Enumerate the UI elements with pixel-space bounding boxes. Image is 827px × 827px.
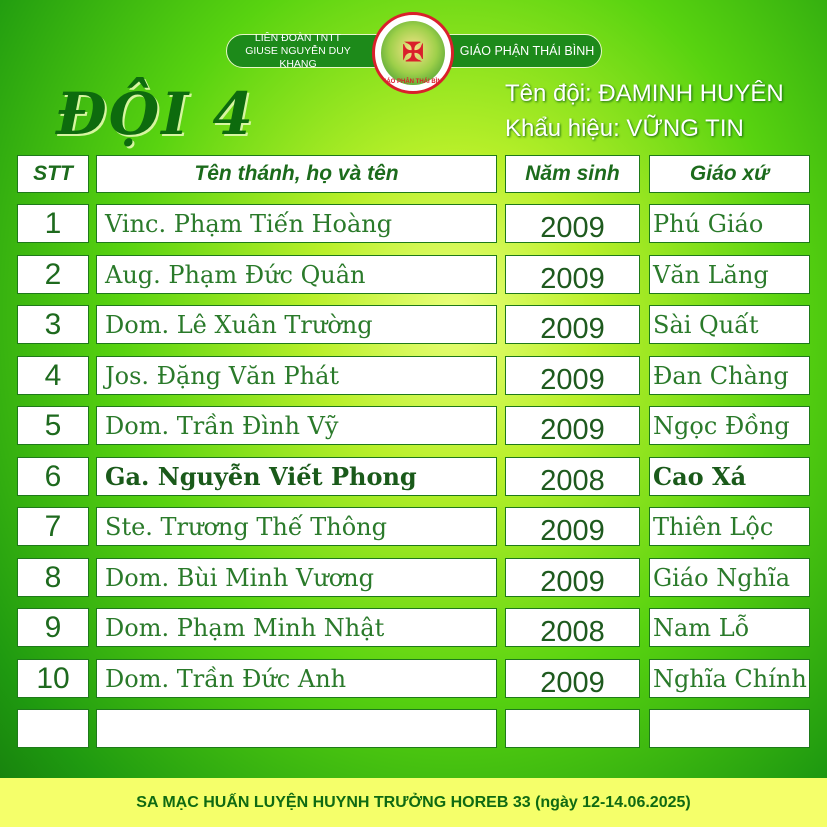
header-stt: STT — [17, 155, 89, 193]
row-number: 1 — [17, 204, 89, 243]
row-number: 4 — [17, 356, 89, 395]
row-number: 5 — [17, 406, 89, 445]
parish-name: Giáo Nghĩa — [649, 558, 810, 597]
parish-name: Nghĩa Chính — [649, 659, 810, 698]
parish-name: Ngọc Đồng — [649, 406, 810, 445]
team-name: Tên đội: ĐAMINH HUYÊN — [505, 80, 784, 107]
birth-year: 2009 — [505, 558, 640, 597]
footer-text: SA MẠC HUẤN LUYỆN HUYNH TRƯỞNG HOREB 33 (ngày 12-14.06.2025) — [136, 793, 691, 811]
parish-name: Văn Lăng — [649, 255, 810, 294]
cross-icon: ✠ — [381, 21, 445, 85]
member-name: Dom. Bùi Minh Vương — [96, 558, 497, 597]
row-number: 7 — [17, 507, 89, 546]
footer-banner — [0, 778, 827, 827]
parish-name: Đan Chàng — [649, 356, 810, 395]
member-name: Dom. Lê Xuân Trường — [96, 305, 497, 344]
diocese-badge — [438, 34, 602, 68]
parish-name: Cao Xá — [649, 457, 810, 496]
row-number — [17, 709, 89, 748]
row-number: 2 — [17, 255, 89, 294]
birth-year: 2009 — [505, 255, 640, 294]
header-name: Tên thánh, họ và tên — [96, 155, 497, 193]
parish-name: Nam Lỗ — [649, 608, 810, 647]
team-number-title: ĐỘI 4 — [56, 80, 255, 148]
member-name: Jos. Đặng Văn Phát — [96, 356, 497, 395]
parish-name: Sài Quất — [649, 305, 810, 344]
member-name: Dom. Trần Đình Vỹ — [96, 406, 497, 445]
birth-year: 2009 — [505, 356, 640, 395]
birth-year: 2008 — [505, 457, 640, 496]
organization-badge — [226, 31, 386, 70]
emblem-logo — [372, 12, 454, 94]
row-number: 6 — [17, 457, 89, 496]
team-motto: Khẩu hiệu: VỮNG TIN — [505, 115, 744, 142]
parish-name: Phú Giáo — [649, 204, 810, 243]
birth-year: 2008 — [505, 608, 640, 647]
row-number: 10 — [17, 659, 89, 698]
row-number: 3 — [17, 305, 89, 344]
member-name — [96, 709, 497, 748]
birth-year: 2009 — [505, 305, 640, 344]
row-number: 8 — [17, 558, 89, 597]
header-parish: Giáo xứ — [649, 155, 810, 193]
member-name: Dom. Trần Đức Anh — [96, 659, 497, 698]
header-birth-year: Năm sinh — [505, 155, 640, 193]
birth-year: 2009 — [505, 406, 640, 445]
birth-year: 2009 — [505, 204, 640, 243]
birth-year: 2009 — [505, 659, 640, 698]
logo-ring-text: GIÁO PHẬN THÁI BÌNH — [380, 79, 446, 85]
organization-line-1: LIÊN ĐOÀN TNTT — [254, 31, 342, 44]
member-name: Dom. Phạm Minh Nhật — [96, 608, 497, 647]
member-name: Vinc. Phạm Tiến Hoàng — [96, 204, 497, 243]
member-name: Ste. Trương Thế Thông — [96, 507, 497, 546]
row-number: 9 — [17, 608, 89, 647]
diocese-label: GIÁO PHẬN THÁI BÌNH — [459, 44, 595, 58]
birth-year — [505, 709, 640, 748]
organization-line-2: GIUSE NGUYỄN DUY KHANG — [245, 44, 351, 70]
parish-name — [649, 709, 810, 748]
birth-year: 2009 — [505, 507, 640, 546]
parish-name: Thiên Lộc — [649, 507, 810, 546]
member-name: Aug. Phạm Đức Quân — [96, 255, 497, 294]
member-name: Ga. Nguyễn Viết Phong — [96, 457, 497, 496]
